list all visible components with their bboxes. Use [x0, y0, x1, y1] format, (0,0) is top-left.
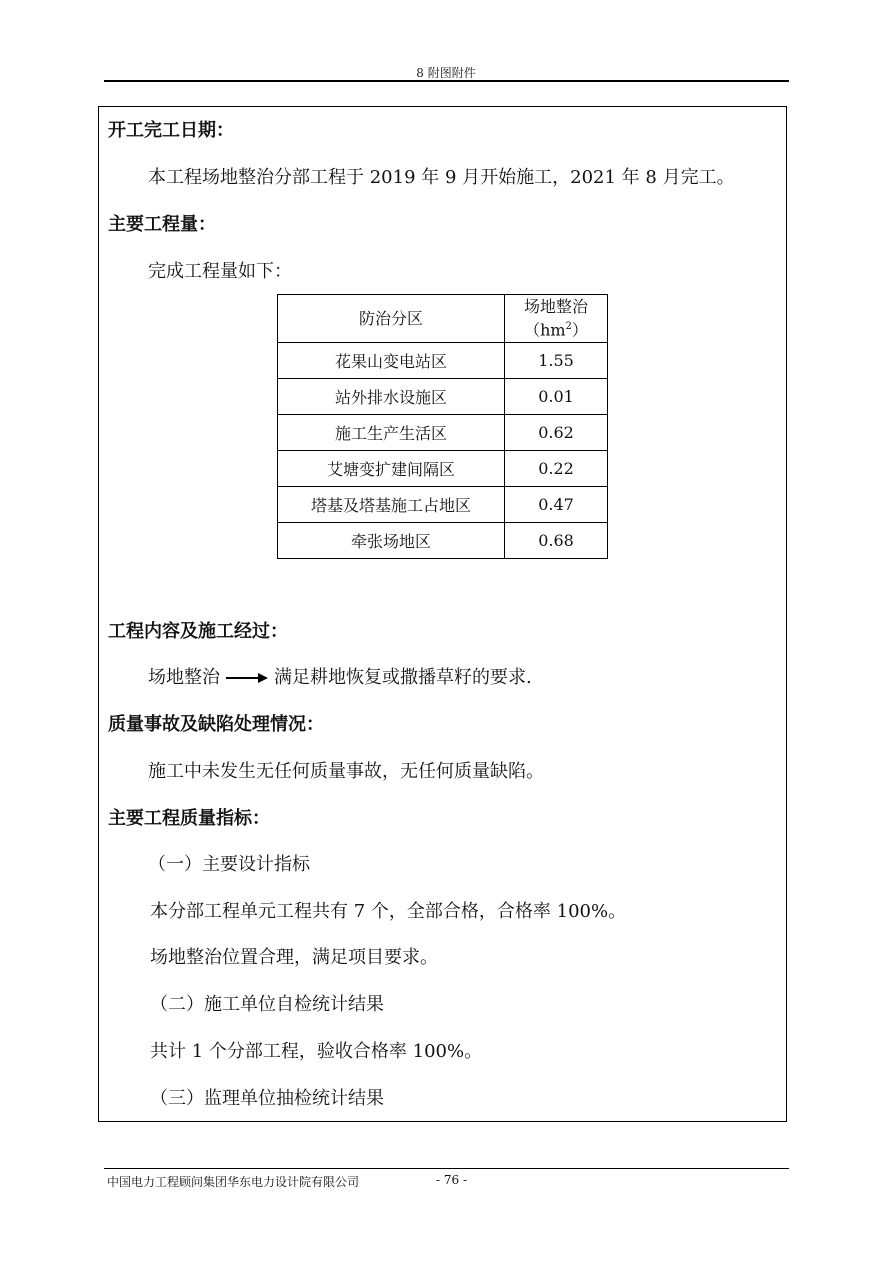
- content-to: 满足耕地恢复或撒播草籽的要求.: [274, 667, 532, 688]
- quantity-heading: 主要工程量：: [108, 214, 216, 235]
- table-row: [278, 343, 608, 379]
- area-column-header: [505, 295, 608, 343]
- table-row: [278, 415, 608, 451]
- zone-cell: 施工生产生活区: [278, 415, 505, 451]
- zone-cell: 站外排水设施区: [278, 379, 505, 415]
- zone-cell: 艾塘变扩建间隔区: [278, 451, 505, 487]
- sub2-line1: 共计 1 个分部工程，验收合格率 100%。: [150, 1041, 483, 1062]
- zone-column-header: 防治分区: [278, 295, 505, 343]
- area-cell: 0.01: [505, 379, 608, 415]
- page-header-title: 8 附图附件: [416, 66, 476, 80]
- quantity-intro: 完成工程量如下：: [148, 261, 292, 282]
- footer-company: 中国电力工程顾问集团华东电力设计院有限公司: [107, 1175, 360, 1189]
- zone-cell: 牵张场地区: [278, 523, 505, 559]
- sub2-title: （二）施工单位自检统计结果: [150, 994, 384, 1015]
- dates-text: 本工程场地整治分部工程于 2019 年 9 月开始施工，2021 年 8 月完工。: [148, 167, 735, 188]
- content-flow: [148, 666, 532, 690]
- header-divider: [104, 80, 789, 82]
- table-row: [278, 523, 608, 559]
- area-cell: 1.55: [505, 343, 608, 379]
- right-arrow-icon: [226, 672, 268, 684]
- sub1-title: （一）主要设计指标: [148, 854, 310, 875]
- page-number: - 76 -: [436, 1173, 468, 1187]
- area-header-label: 场地整治: [523, 296, 588, 316]
- table-header-row: [278, 295, 608, 343]
- table-row: [278, 451, 608, 487]
- accident-heading: 质量事故及缺陷处理情况：: [108, 714, 324, 735]
- accident-text: 施工中未发生无任何质量事故，无任何质量缺陷。: [148, 761, 544, 782]
- content-heading: 工程内容及施工经过：: [108, 621, 288, 642]
- dates-heading: 开工完工日期：: [108, 120, 234, 141]
- area-header-unit: $(hm^2)$: [524, 320, 588, 340]
- sub1-line1: 本分部工程单元工程共有 7 个，全部合格，合格率 100%。: [150, 901, 627, 922]
- area-cell: 0.68: [505, 523, 608, 559]
- sub1-line2: 场地整治位置合理，满足项目要求。: [150, 947, 438, 968]
- table-row: [278, 487, 608, 523]
- sub3-title: （三）监理单位抽检统计结果: [150, 1088, 384, 1109]
- area-cell: 0.47: [505, 487, 608, 523]
- footer-divider: [104, 1168, 789, 1169]
- quantity-table: [277, 294, 608, 559]
- area-cell: 0.62: [505, 415, 608, 451]
- area-cell: 0.22: [505, 451, 608, 487]
- zone-cell: 塔基及塔基施工占地区: [278, 487, 505, 523]
- zone-cell: 花果山变电站区: [278, 343, 505, 379]
- table-row: [278, 379, 608, 415]
- content-from: 场地整治: [148, 667, 220, 688]
- quality-heading: 主要工程质量指标：: [108, 808, 270, 829]
